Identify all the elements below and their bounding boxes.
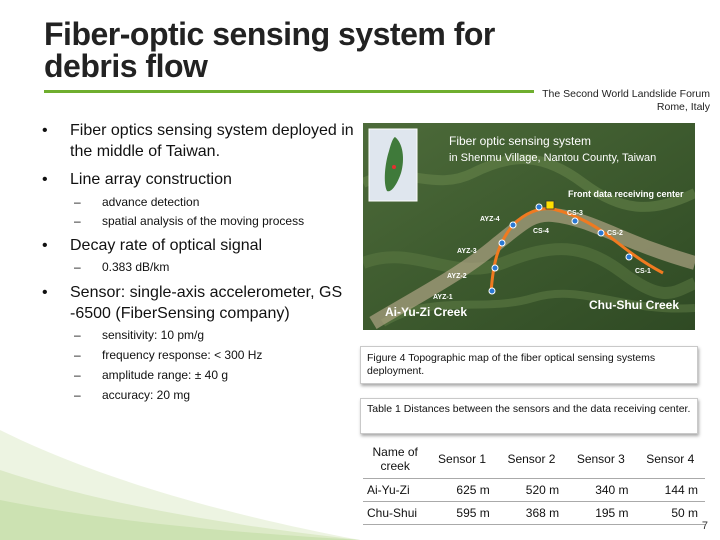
bullet-text: Decay rate of optical signal bbox=[70, 237, 263, 254]
sub-bullet-marker: – bbox=[74, 195, 81, 209]
sub-bullet-item bbox=[74, 260, 169, 275]
map-front-center-label: Front data receiving center bbox=[568, 189, 684, 199]
sub-bullet-text: accuracy: 20 mg bbox=[102, 388, 191, 402]
map-title-line-2: in Shenmu Village, Nantou County, Taiwan bbox=[449, 152, 657, 164]
distance-table bbox=[363, 440, 705, 525]
table-cell: 368 m bbox=[497, 502, 566, 525]
bullet-marker: • bbox=[42, 122, 48, 139]
sub-bullet-marker: – bbox=[74, 214, 81, 228]
topographic-map-image bbox=[363, 123, 695, 330]
table-header-cell: Sensor 2 bbox=[507, 452, 556, 466]
table-header-cell: Name of creek bbox=[372, 445, 418, 473]
map-creek-left-label: Ai-Yu-Zi Creek bbox=[385, 305, 468, 319]
table-header-row bbox=[363, 440, 705, 479]
map-title-line-1: Fiber optic sensing system bbox=[449, 134, 592, 148]
title-line-2: debris flow bbox=[44, 48, 208, 84]
map-creek-right-label: Chu-Shui Creek bbox=[589, 298, 680, 312]
table-caption: Table 1 Distances between the sensors and the data receiving center. bbox=[360, 398, 698, 434]
slide-title bbox=[44, 18, 564, 82]
map-sensor-label: CS-4 bbox=[533, 228, 549, 235]
bullet-marker: • bbox=[42, 237, 48, 254]
table-row bbox=[363, 502, 705, 525]
bullet-item bbox=[42, 169, 232, 190]
map-graphic bbox=[363, 123, 695, 330]
sub-bullet-text: spatial analysis of the moving process bbox=[102, 214, 305, 228]
conference-label bbox=[542, 88, 710, 114]
map-sensor-label: AYZ-3 bbox=[457, 248, 477, 255]
bullet-text: Line array construction bbox=[70, 171, 232, 188]
title-underline bbox=[44, 90, 534, 93]
table-cell: 595 m bbox=[427, 502, 496, 525]
bullet-item bbox=[42, 235, 262, 256]
page-number: 7 bbox=[701, 520, 708, 532]
map-sensor-label: AYZ-4 bbox=[480, 216, 500, 223]
title-line-1: Fiber-optic sensing system for bbox=[44, 16, 495, 52]
table-header-cell: Sensor 4 bbox=[646, 452, 695, 466]
sub-bullet-item bbox=[74, 348, 262, 363]
bullet-text: Sensor: single-axis accelerometer, GS -6500 (FiberSensing company) bbox=[70, 284, 343, 322]
table-cell: 195 m bbox=[566, 502, 635, 525]
sub-bullet-text: advance detection bbox=[102, 195, 200, 209]
sub-bullet-item bbox=[74, 214, 304, 229]
table-row bbox=[363, 479, 705, 502]
bullet-marker: • bbox=[42, 284, 48, 301]
table-cell: 520 m bbox=[497, 479, 566, 502]
bullet-text: Fiber optics sensing system deployed in the middle of Taiwan. bbox=[70, 122, 354, 160]
sub-bullet-marker: – bbox=[74, 328, 81, 342]
sub-bullet-text: frequency response: < 300 Hz bbox=[102, 348, 263, 362]
sub-bullet-text: 0.383 dB/km bbox=[102, 260, 170, 274]
sub-bullet-marker: – bbox=[74, 260, 81, 274]
map-sensor-label: AYZ-1 bbox=[433, 294, 453, 301]
table-cell: 625 m bbox=[427, 479, 496, 502]
sub-bullet-text: amplitude range: ± 40 g bbox=[102, 368, 228, 382]
map-sensor-label: CS-1 bbox=[635, 268, 651, 275]
table-cell: 50 m bbox=[636, 502, 705, 525]
map-sensor-label: CS-3 bbox=[567, 210, 583, 217]
table-header-cell: Sensor 3 bbox=[576, 452, 625, 466]
table-cell: 340 m bbox=[566, 479, 635, 502]
map-sensor-label: AYZ-2 bbox=[447, 273, 467, 280]
table-cell: Chu-Shui bbox=[363, 502, 427, 525]
conference-name: The Second World Landslide Forum bbox=[542, 88, 710, 100]
bullet-marker: • bbox=[42, 171, 48, 188]
conference-location: Rome, Italy bbox=[656, 101, 710, 113]
sub-bullet-item bbox=[74, 368, 228, 383]
sub-bullet-marker: – bbox=[74, 368, 81, 382]
sub-bullet-item bbox=[74, 388, 190, 403]
bullet-item bbox=[42, 282, 362, 324]
sub-bullet-marker: – bbox=[74, 348, 81, 362]
sub-bullet-item bbox=[74, 328, 204, 343]
bullet-item bbox=[42, 120, 362, 162]
figure-caption: Figure 4 Topographic map of the fiber optical sensing systems deployment. bbox=[360, 346, 698, 384]
map-sensor-label: CS-2 bbox=[607, 230, 623, 237]
sub-bullet-item bbox=[74, 195, 199, 210]
sub-bullet-marker: – bbox=[74, 388, 81, 402]
decorative-swoosh bbox=[0, 390, 360, 540]
table-cell: 144 m bbox=[636, 479, 705, 502]
table-header-cell: Sensor 1 bbox=[438, 452, 487, 466]
table-cell: Ai-Yu-Zi bbox=[363, 479, 427, 502]
sub-bullet-text: sensitivity: 10 pm/g bbox=[102, 328, 205, 342]
